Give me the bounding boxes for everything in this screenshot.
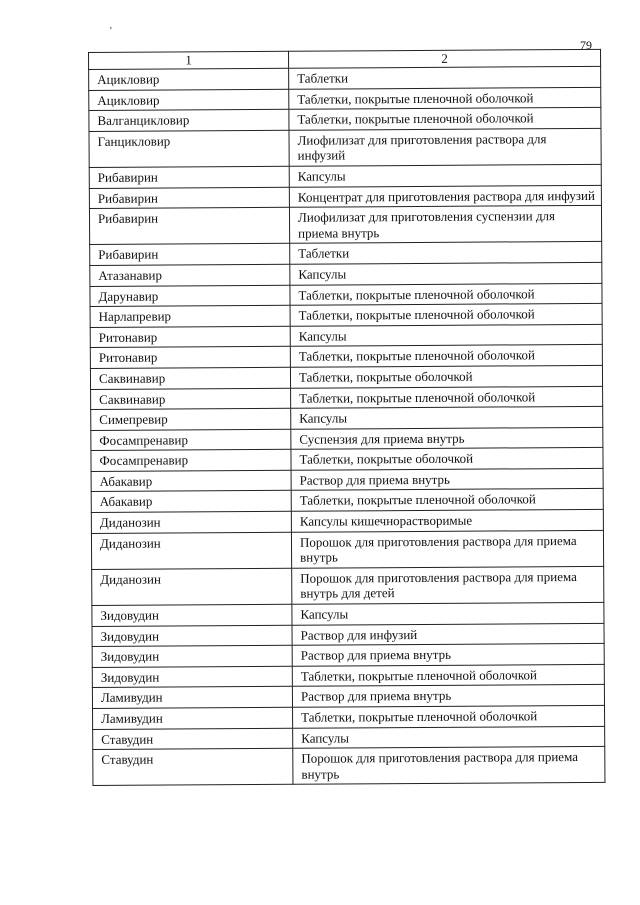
drug-name-cell: Дарунавир [90,285,290,307]
dosage-form-cell: Таблетки, покрытые пленочной оболочкой [289,87,601,109]
table-row [89,206,601,245]
column-header-2: 2 [288,49,600,68]
drug-name-cell: Ганцикловир [89,130,289,167]
drug-name-cell: Зидовудин [92,645,292,667]
drug-name-cell: Фосампренавир [91,450,291,472]
drug-name-cell: Ритонавир [90,326,290,348]
table-row [91,530,603,569]
drug-form-table [88,49,605,786]
dosage-form-cell: Таблетки, покрытые пленочной оболочкой [290,283,602,305]
drug-name-cell: Фосампренавир [91,429,291,451]
dosage-form-cell: Таблетки, покрытые пленочной оболочкой [290,303,602,325]
table-row [89,128,601,167]
drug-name-cell: Ламивудин [92,687,292,709]
drug-name-cell: Рибавирин [90,244,290,266]
dosage-form-cell: Таблетки, покрытые пленочной оболочкой [289,108,601,130]
dosage-form-cell: Капсулы [290,262,602,284]
dosage-form-cell: Таблетки, покрытые оболочкой [291,448,603,470]
drug-name-cell: Ламивудин [93,707,293,729]
dosage-form-cell: Капсулы кишечнорастворимые [291,509,603,531]
dosage-form-cell: Капсулы [292,602,604,624]
drug-name-cell: Диданозин [92,568,292,605]
dosage-form-cell: Концентрат для приготовления раствора для инфузий [289,185,601,207]
drug-name-cell: Рибавирин [89,187,289,209]
drug-name-cell: Ацикловир [89,68,289,90]
dosage-form-cell: Лиофилизат для приготовления суспензии для приема внутрь [289,206,601,244]
dosage-form-cell: Таблетки, покрытые оболочкой [290,365,602,387]
drug-name-cell: Диданозин [91,532,291,569]
dosage-form-cell: Капсулы [290,324,602,346]
table-row [93,747,605,786]
drug-name-cell: Атазанавир [90,264,290,286]
drug-name-cell: Симепревир [91,408,291,430]
drug-name-cell: Зидовудин [92,604,292,626]
dosage-form-cell: Таблетки, покрытые пленочной оболочкой [291,489,603,511]
dosage-form-cell: Раствор для приема внутрь [292,685,604,707]
drug-name-cell: Ацикловир [89,89,289,111]
dosage-form-cell: Капсулы [289,164,601,186]
drug-name-cell: Абакавир [91,491,291,513]
dosage-form-cell: Лиофилизат для приготовления раствора для инфузий [289,128,601,166]
corner-mark: ' [110,26,112,37]
drug-name-cell: Саквинавир [90,367,290,389]
dosage-form-cell: Раствор для инфузий [292,623,604,645]
dosage-form-cell: Порошок для приготовления раствора для приема внутрь [293,747,605,785]
drug-name-cell: Ставудин [93,728,293,750]
drug-name-cell: Абакавир [91,470,291,492]
dosage-form-cell: Таблетки, покрытые пленочной оболочкой [290,345,602,367]
page-number: 79 [580,38,592,52]
table-body [89,66,605,785]
drug-name-cell: Рибавирин [89,166,289,188]
dosage-form-cell: Таблетки [290,242,602,264]
dosage-form-cell: Порошок для приготовления раствора для приема внутрь для детей [292,566,604,604]
drug-name-cell: Диданозин [91,511,291,533]
drug-name-cell: Рибавирин [89,207,289,244]
column-header-1: 1 [89,51,289,69]
dosage-form-cell: Таблетки, покрытые пленочной оболочкой [293,705,605,727]
dosage-form-cell: Суспензия для приема внутрь [291,427,603,449]
dosage-form-cell: Порошок для приготовления раствора для приема внутрь [291,530,603,568]
drug-name-cell: Нарлапревир [90,305,290,327]
dosage-form-cell: Таблетки, покрытые пленочной оболочкой [292,664,604,686]
dosage-form-cell: Капсулы [293,726,605,748]
drug-name-cell: Ритонавир [90,347,290,369]
dosage-form-cell: Таблетки, покрытые пленочной оболочкой [291,386,603,408]
dosage-form-cell: Таблетки [289,66,601,88]
dosage-form-cell: Капсулы [291,406,603,428]
table-row [92,566,604,605]
drug-name-cell: Саквинавир [91,388,291,410]
dosage-form-cell: Раствор для приема внутрь [292,644,604,666]
drug-name-cell: Валганцикловир [89,109,289,131]
drug-name-cell: Ставудин [93,748,293,785]
dosage-form-cell: Раствор для приема внутрь [291,468,603,490]
drug-name-cell: Зидовудин [92,666,292,688]
drug-name-cell: Зидовудин [92,625,292,647]
